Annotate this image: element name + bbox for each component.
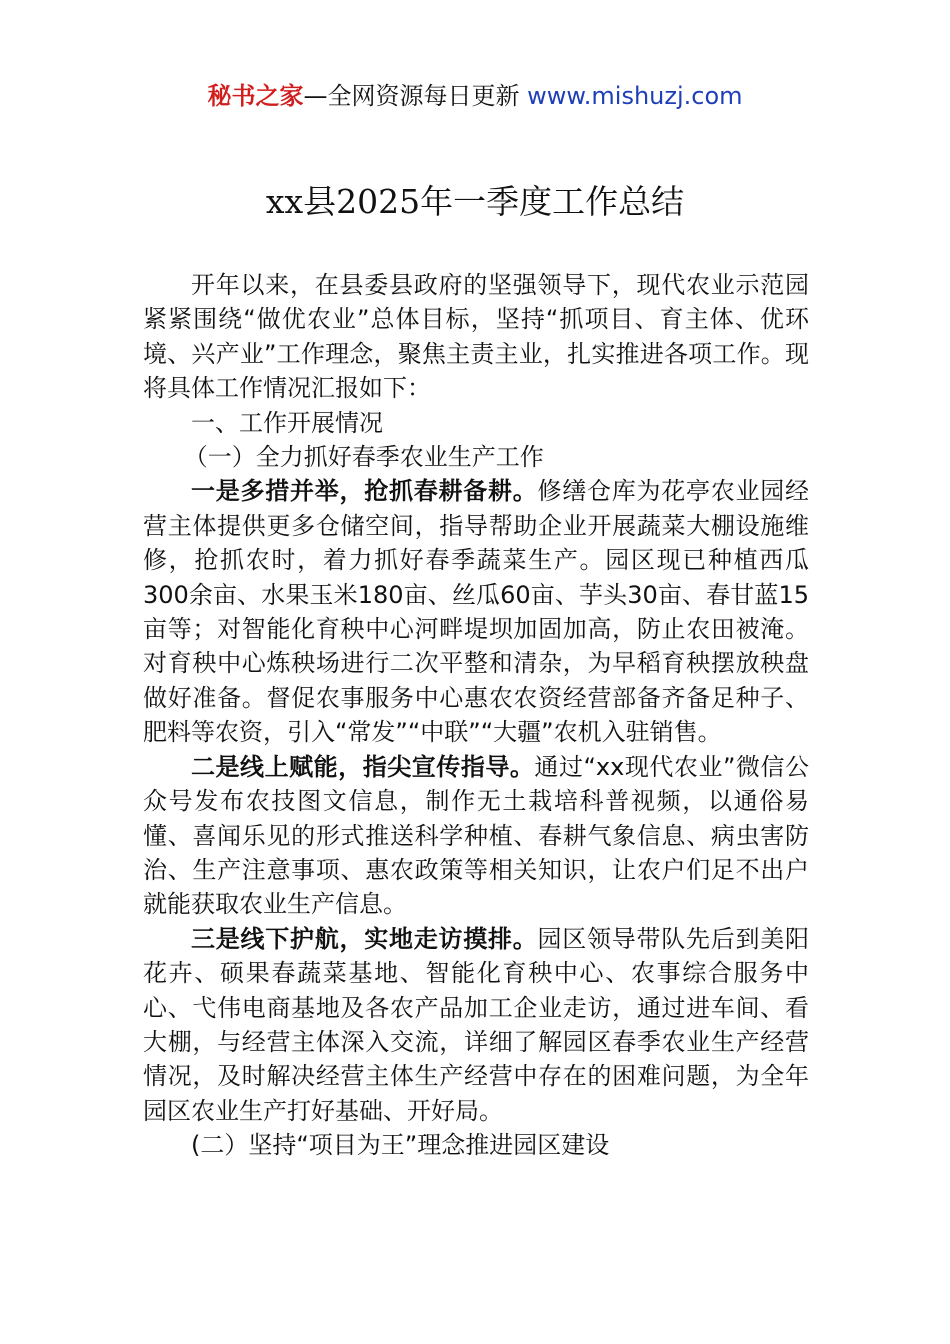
subsection-heading-1: （一）全力抓好春季农业生产工作 — [183, 443, 544, 472]
site-brand: 秘书之家 — [207, 82, 304, 110]
subsection-heading-2: (二）坚持“项目为王”理念推进园区建设 — [191, 1131, 610, 1160]
site-url[interactable]: www.mishuzj.com — [527, 82, 743, 110]
paragraph-2 — [143, 750, 809, 922]
paragraph-2-lead: 二是线上赋能，指尖宣传指导。 — [191, 752, 535, 781]
site-header — [0, 80, 950, 112]
section-heading-1: 一、工作开展情况 — [191, 408, 383, 437]
paragraph-1 — [143, 474, 809, 749]
paragraph-3-text: 园区领导带队先后到美阳花卉、硕果春蔬菜基地、智能化育秧中心、农事综合服务中心、弋伟电商基地及各农产品加工企业走访，通过进车间、看大棚，与经营主体深入交流，详细了解园区春季农业生产经营情况，及时解决经营主体生产经营中存在的困难问题，为全年园区农业生产打好基础、开好局。 — [143, 924, 809, 1125]
site-tagline: —全网资源每日更新 — [303, 82, 528, 110]
paragraph-3-lead: 三是线下护航，实地走访摸排。 — [191, 924, 538, 953]
paragraph-2-text: 通过“xx现代农业”微信公众号发布农技图文信息，制作无土栽培科普视频，以通俗易懂、喜闻乐见的形式推送科学种植、春耕气象信息、病虫害防治、生产注意事项、惠农政策等相关知识，让农户们足不出户就能获取农业生产信息。 — [143, 752, 809, 919]
paragraph-3 — [143, 922, 809, 1128]
paragraph-1-lead: 一是多措并举，抢抓春耕备耕。 — [191, 477, 538, 506]
intro-paragraph: 开年以来，在县委县政府的坚强领导下，现代农业示范园紧紧围绕“做优农业”总体目标，坚持“抓项目、育主体、优环境、兴产业”工作理念，聚焦主责主业，扎实推进各项工作。现将具体工作情况汇报如下： — [143, 271, 809, 403]
document-title: xx县2025年一季度工作总结 — [265, 182, 685, 221]
document-body — [143, 268, 809, 1163]
paragraph-1-text: 修缮仓库为花亭农业园经营主体提供更多仓储空间，指导帮助企业开展蔬菜大棚设施维修，抢抓农时，着力抓好春季蔬菜生产。园区现已种植西瓜300余亩、水果玉米180亩、丝瓜60亩、芋头30亩、春甘蓝15亩等；对智能化育秧中心河畔堤坝加固加高，防止农田被淹。对育秧中心炼秧场进行二次平整和清杂，为早稻育秧摆放秧盘做好准备。督促农事服务中心惠农农资经营部备齐备足种子、肥料等农资，引入“常发”“中联”“大疆”农机入驻销售。 — [143, 477, 809, 747]
